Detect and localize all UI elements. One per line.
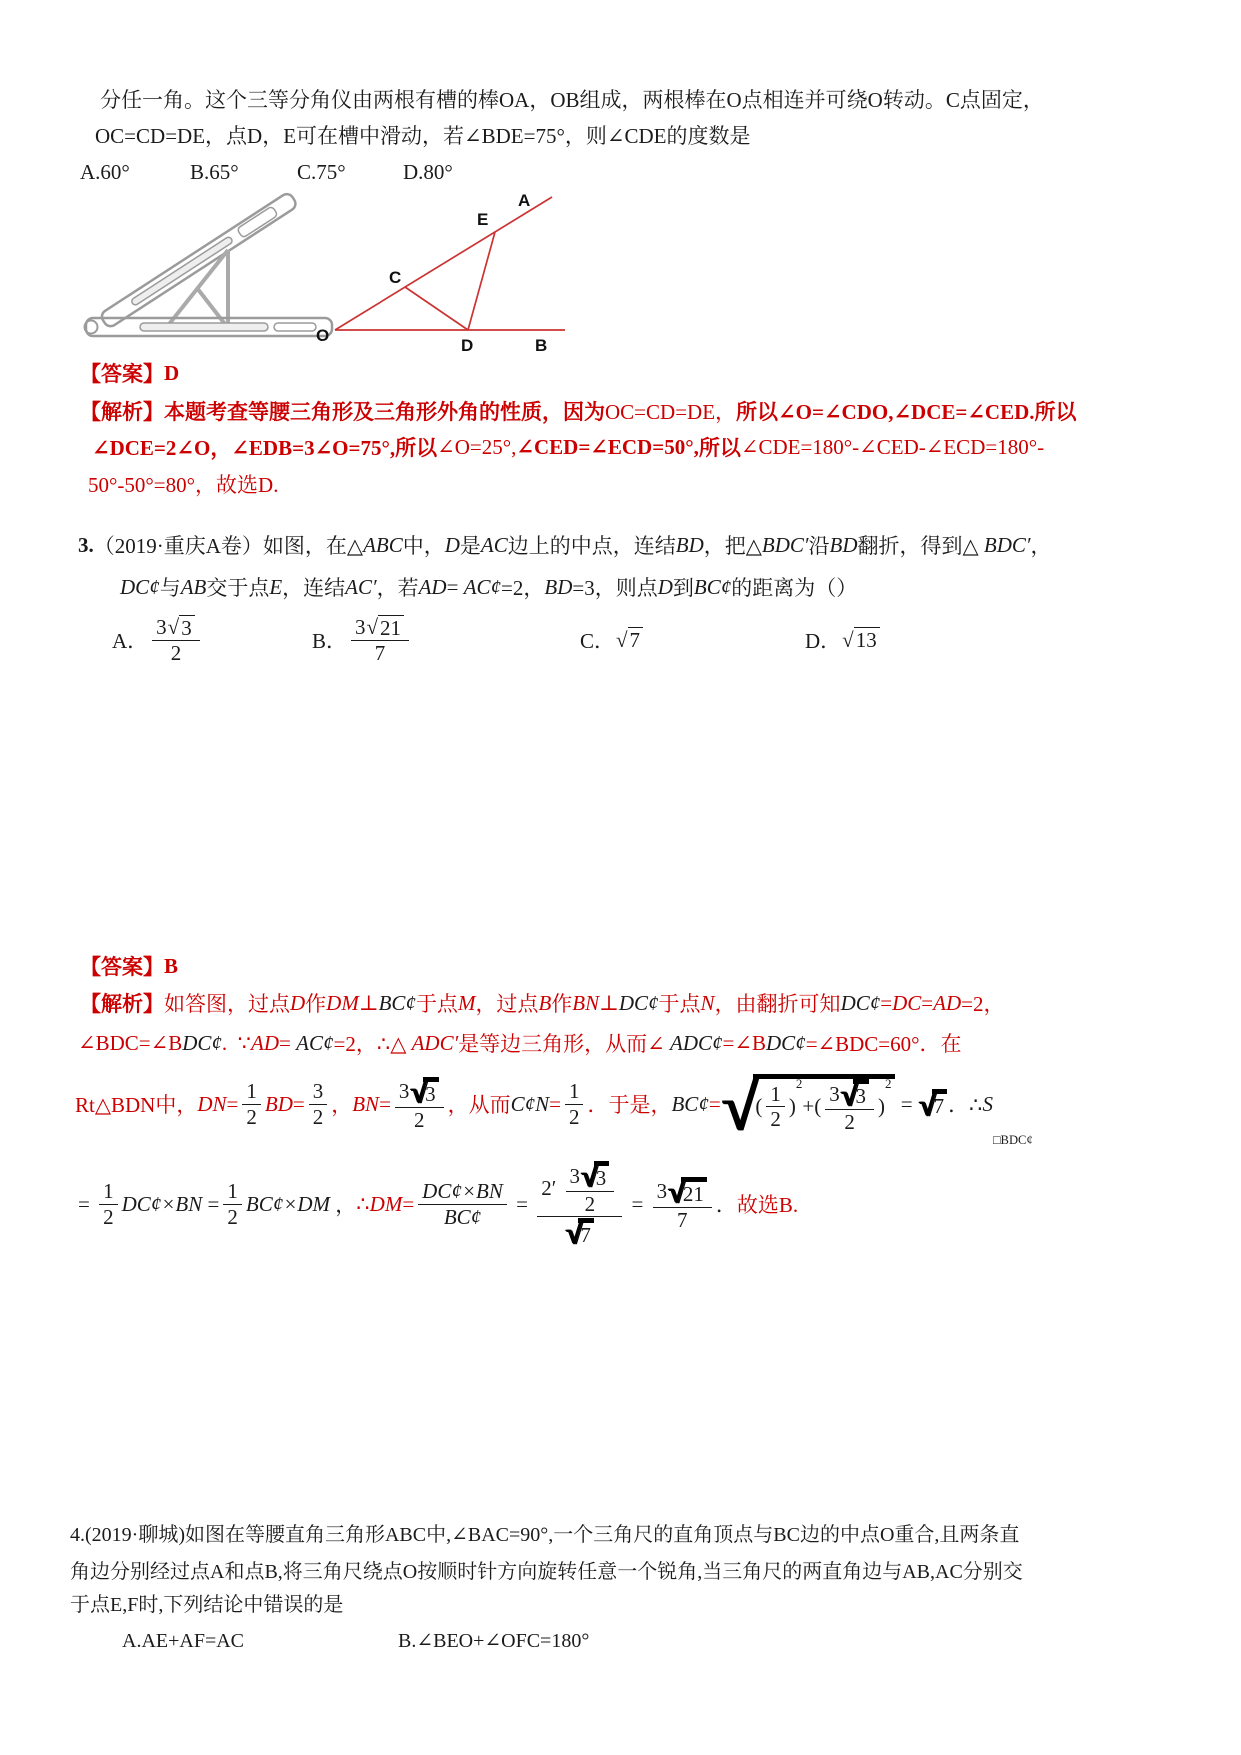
q2-figure-svg: [78, 188, 648, 360]
q4-option-a: A.AE+AF=AC: [122, 1630, 245, 1652]
q4-stem-line3: 于点E,F时,下列结论中错误的是: [70, 1594, 344, 1616]
q3-option-d: D． √ 13: [805, 604, 881, 676]
q2-stem-line1: 分任一角。这个三等分角仪由两根有槽的棒OA，OB组成，两根棒在O点相连并可绕O转动。C点固定，: [100, 88, 1044, 112]
q3-answer: 【答案】 B: [80, 953, 179, 979]
label-B: B: [535, 336, 548, 355]
q3-solution-line3: Rt△BDN中， DN = $\frac{1}{2}$ BD = $\frac{3}{2}$ ， BN = 3 √ 3 2 ，从而 C¢N = $\frac{1}{2}$ ．于是， BC¢ = √ ( $\frac{1}{2}$ ) 2 +( 3 √ 3 2 ) 2 = √ 7 ．∴ S □BDC¢: [75, 1071, 1033, 1147]
q2-answer: 【答案】 D: [80, 360, 180, 386]
q3-option-b: B． 3 √ 21 7: [312, 604, 413, 676]
label-O: O: [316, 326, 330, 345]
q2-option-d: D.80°: [403, 160, 453, 184]
tool-drawing: [85, 191, 333, 336]
q3-solution-line4: = $\frac{1}{2}$ DC¢×BN = $\frac{1}{2}$ BC¢×DM ， ∴DM = $\frac{DC¢\times BN}{BC¢}$ = 2′ 3 √ 3 2 √ 7 = 3 √ 21 7 ． 故选B.: [78, 1159, 799, 1251]
q2-option-a: A.60°: [80, 160, 130, 184]
q3-option-a: A． 3 √ 3 2: [112, 604, 204, 676]
q4-option-b: B.∠BEO+∠OFC=180°: [398, 1630, 590, 1652]
label-D: D: [461, 336, 474, 355]
q4-stem-line2: 角边分别经过点A和点B,将三角尺绕点O按顺时针方向旋转任意一个锐角,当三角尺的两直角边与AB,AC分别交: [70, 1561, 1023, 1583]
q3-solution-line1: 【解析】 如答图，过点 D 作 DM ⊥ BC¢ 于点 M ，过点 B 作 BN ⊥ DC¢ 于点 N ，由翻折可知 DC¢ = DC = AD =2，: [80, 990, 1005, 1016]
q2-option-b: B.65°: [190, 160, 239, 184]
q3-option-c: C． √ 7: [580, 604, 644, 676]
label-C: C: [389, 268, 402, 287]
q3-solution-line2: ∠BDC=∠B DC¢ . ∵ AD = AC¢ =2，∴△ ADC′ 是等边三角形，从而∠ ADC¢ =∠B DC¢ =∠BDC=60°．在: [78, 1030, 962, 1056]
q2-figure: [78, 188, 648, 360]
q4-stem-line1: 4.(2019·聊城)如图在等腰直角三角形ABC中,∠BAC=90°,一个三角尺的直角顶点与BC边的中点O重合,且两条直: [70, 1524, 1020, 1546]
q2-stem-line2: OC=CD=DE，点D，E可在槽中滑动，若∠BDE=75°，则∠CDE的度数是: [95, 124, 751, 148]
q3-stem-line2: DC¢ 与 AB 交于点 E ，连结 AC′ ，若 AD = AC¢ =2， BD =3，则点 D 到 BC¢ 的距离为（）: [120, 574, 858, 600]
ray-OA: [335, 197, 552, 330]
geometry-diagram: [335, 197, 565, 330]
label-A: A: [518, 191, 531, 210]
label-E: E: [477, 210, 489, 229]
q2-analysis-line2: ∠DCE=2∠O，∠EDB=3∠O=75°, 所以 ∠O=25°, ∠CED=∠ECD=50°, 所以 ∠CDE=180°-∠CED-∠ECD=180°-: [92, 434, 1045, 460]
q2-analysis-line3: 50°-50°=80°，故选D.: [88, 473, 279, 497]
q2-analysis-line1: 【解析】 本题考查等腰三角形及三角形外角的性质，因为 OC=CD=DE， 所以 ∠O=∠CDO,∠DCE=∠CED.所以: [80, 400, 1077, 424]
q2-option-c: C.75°: [297, 160, 346, 184]
segment-CD: [405, 287, 468, 330]
q3-stem-line1: 3. （2019·重庆A卷）如图，在△ ABC 中， D 是 AC 边上的中点，连结 BD ，把△ BDC′ 沿 BD 翻折，得到△ BDC′ ，: [78, 532, 1052, 558]
